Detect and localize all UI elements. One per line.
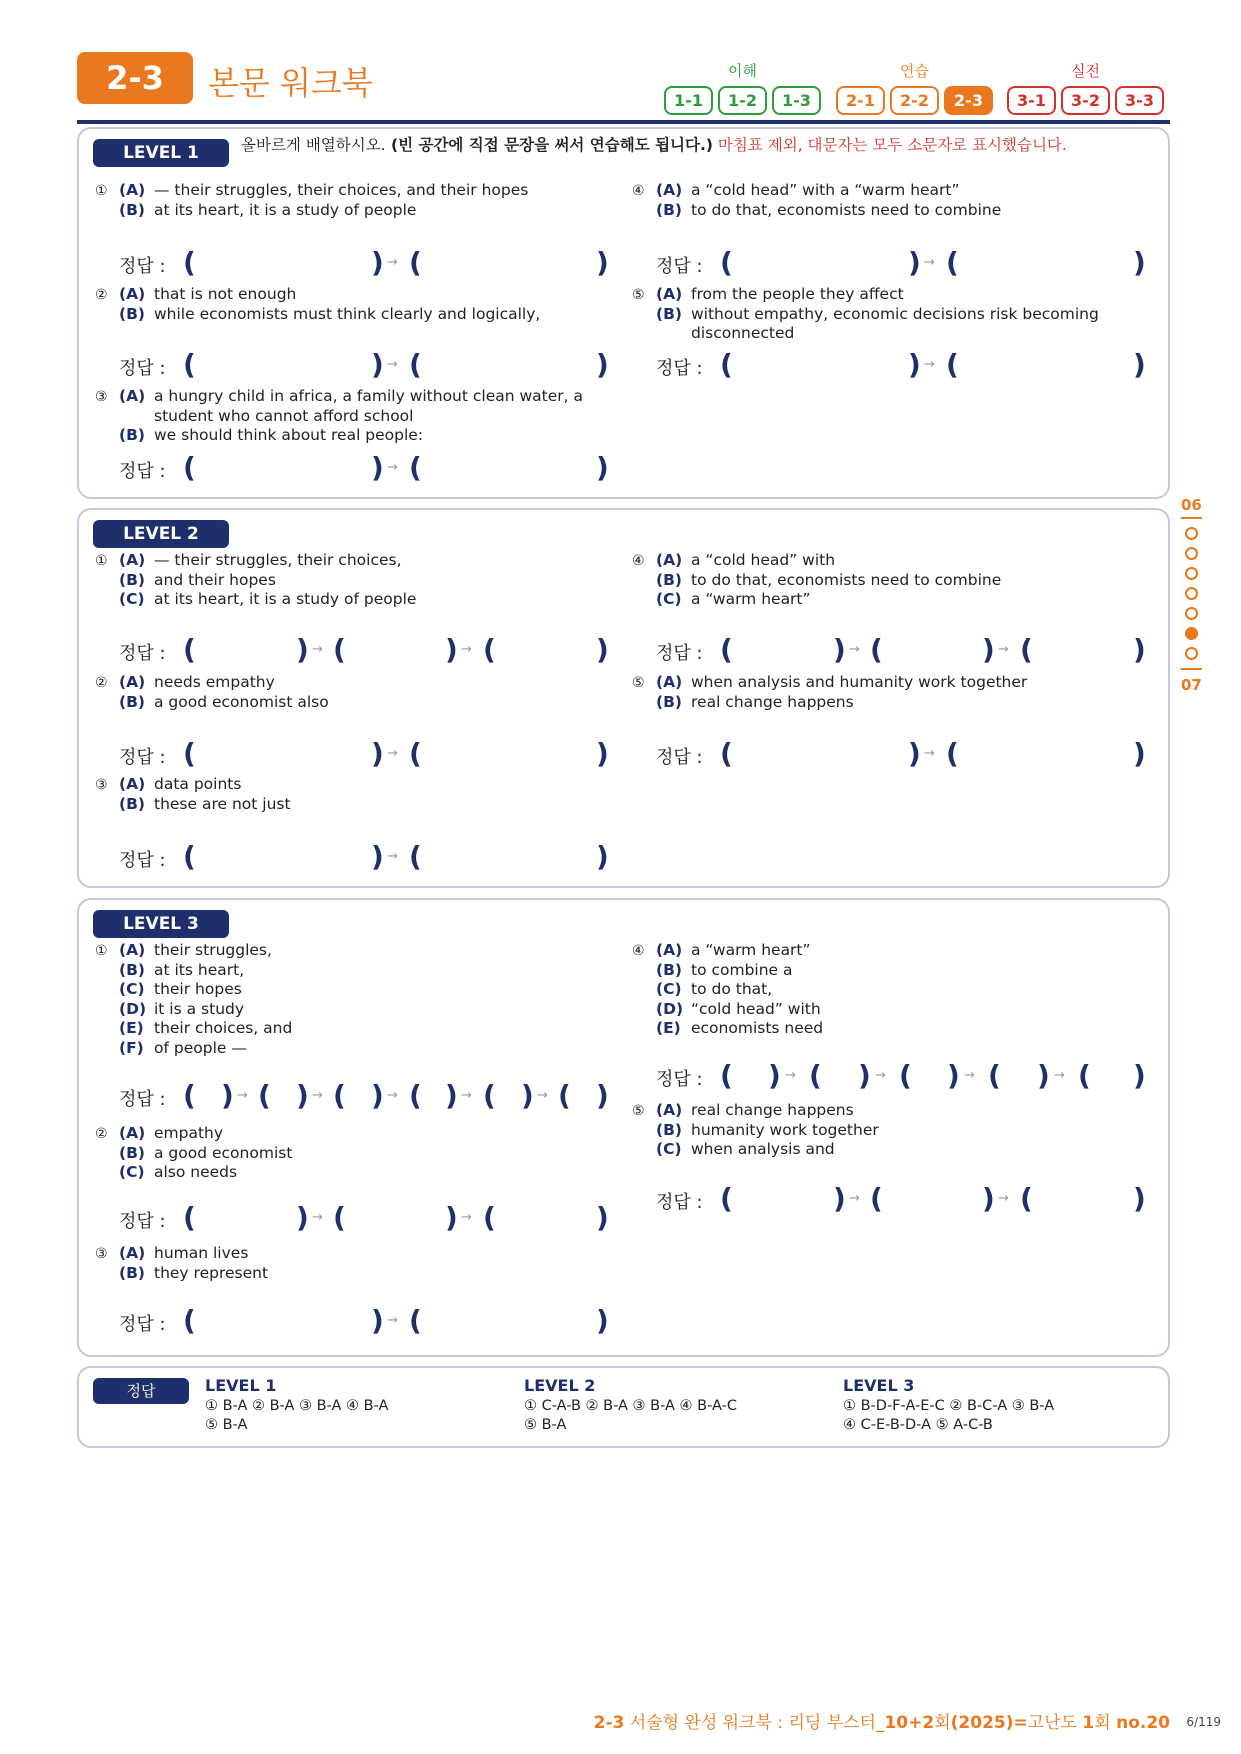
answer-row-l1-3[interactable]: 정답 : ( ) → ( ): [119, 451, 609, 484]
side-nav-dot[interactable]: [1185, 547, 1198, 560]
tab-1-2[interactable]: 1-2: [718, 86, 767, 115]
answer-row-l3-4[interactable]: 정답 : ( ) → ( ) → ( ) → ( ) → ( ): [656, 1059, 1146, 1092]
side-nav-rule-bottom: [1181, 668, 1202, 670]
answer-row-l2-2[interactable]: 정답 : ( ) → ( ): [119, 737, 609, 770]
answer-row-l3-1[interactable]: 정답 : ( ) → ( ) → ( ) → ( ) → ( ) → ( ): [119, 1079, 609, 1112]
question-l1-3: ③ (A) a hungry child in africa, a family without clean water, a student who cannot afford school (B) we should think about real people:: [95, 387, 584, 444]
side-nav-dot[interactable]: [1185, 647, 1198, 660]
question-l2-4: ④ (A) a “cold head” with (B) to do that, economists need to combine (C) a “warm heart”: [632, 551, 1002, 608]
level-badge: LEVEL 3: [93, 910, 229, 938]
answer-row-l1-4[interactable]: 정답 : ( ) → ( ): [656, 246, 1146, 279]
side-nav-dot[interactable]: [1185, 607, 1198, 620]
answer-row-l3-3[interactable]: 정답 : ( ) → ( ): [119, 1304, 609, 1337]
instruction: 올바르게 배열하시오. (빈 공간에 직접 문장을 써서 연습해도 됩니다.) 마침표 제외, 대문자는 모두 소문자로 표시했습니다.: [241, 136, 1067, 154]
header-divider: [77, 120, 1170, 124]
answer-key-level-3: LEVEL 3 ① B-D-F-A-E-C ② B-C-A ③ B-A ④ C-E-B-D-A ⑤ A-C-B: [843, 1376, 1055, 1433]
side-nav-dot-active[interactable]: [1185, 627, 1198, 640]
tab-3-1[interactable]: 3-1: [1007, 86, 1056, 115]
side-nav-page-start: 06: [1181, 496, 1202, 514]
tab-2-2[interactable]: 2-2: [890, 86, 939, 115]
question-l3-2: ② (A) empathy (B) a good economist (C) also needs: [95, 1124, 293, 1181]
question-l1-5: ⑤ (A) from the people they affect (B) without empathy, economic decisions risk becoming disconnected: [632, 285, 1099, 342]
question-l3-3: ③ (A) human lives (B) they represent: [95, 1244, 269, 1282]
question-l2-5: ⑤ (A) when analysis and humanity work together (B) real change happens: [632, 673, 1028, 711]
answer-row-l3-5[interactable]: 정답 : ( ) → ( ) → ( ): [656, 1182, 1146, 1215]
question-l2-1: ① (A) — their struggles, their choices, (B) and their hopes (C) at its heart, it is a study of people: [95, 551, 417, 608]
tab-1-1[interactable]: 1-1: [664, 86, 713, 115]
answer-key-section: [77, 1366, 1170, 1448]
tab-2-3[interactable]: 2-3: [944, 86, 993, 115]
group-label-understand: 이해: [728, 62, 757, 80]
answer-key-level-1: LEVEL 1 ① B-A ② B-A ③ B-A ④ B-A ⑤ B-A: [205, 1376, 389, 1433]
question-l3-5: ⑤ (A) real change happens (B) humanity work together (C) when analysis and: [632, 1101, 879, 1158]
answer-row-l3-2[interactable]: 정답 : ( ) → ( ) → ( ): [119, 1201, 609, 1234]
side-nav-dot[interactable]: [1185, 527, 1198, 540]
answer-row-l1-2[interactable]: 정답 : ( ) → ( ): [119, 348, 609, 381]
answer-row-l1-1[interactable]: 정답 : ( ) → ( ): [119, 246, 609, 279]
side-nav-page-end: 07: [1181, 676, 1202, 694]
footer-title: 2-3 서술형 완성 워크북 : 리딩 부스터_10+2회(2025)=고난도 1회 no.20: [593, 1713, 1170, 1733]
answer-key-level-2: LEVEL 2 ① C-A-B ② B-A ③ B-A ④ B-A-C ⑤ B-A: [524, 1376, 737, 1433]
question-l1-1: ① (A) — their struggles, their choices, and their hopes (B) at its heart, it is a study of people: [95, 181, 529, 219]
side-nav-dot[interactable]: [1185, 567, 1198, 580]
answer-row-l2-1[interactable]: 정답 : ( ) → ( ) → ( ): [119, 633, 609, 666]
group-label-real: 실전: [1071, 62, 1100, 80]
page-number: 6/119: [1186, 1715, 1221, 1729]
answer-row-l2-3[interactable]: 정답 : ( ) → ( ): [119, 840, 609, 873]
tab-2-1[interactable]: 2-1: [836, 86, 885, 115]
answer-row-l2-5[interactable]: 정답 : ( ) → ( ): [656, 737, 1146, 770]
unit-badge: 2-3: [77, 52, 193, 104]
level-badge: LEVEL 1: [93, 139, 229, 167]
side-nav-dot[interactable]: [1185, 587, 1198, 600]
level-badge: LEVEL 2: [93, 520, 229, 548]
answer-row-l1-5[interactable]: 정답 : ( ) → ( ): [656, 348, 1146, 381]
question-l3-4: ④ (A) a “warm heart” (B) to combine a (C) to do that, (D) “cold head” with (E) economists need: [632, 941, 824, 1037]
tab-1-3[interactable]: 1-3: [772, 86, 821, 115]
group-label-practice: 연습: [900, 62, 929, 80]
question-l1-2: ② (A) that is not enough (B) while economists must think clearly and logically,: [95, 285, 541, 323]
question-l1-4: ④ (A) a “cold head” with a “warm heart” (B) to do that, economists need to combine: [632, 181, 1002, 219]
question-l2-3: ③ (A) data points (B) these are not just: [95, 775, 291, 813]
page-title: 본문 워크북: [208, 64, 373, 102]
answer-row-l2-4[interactable]: 정답 : ( ) → ( ) → ( ): [656, 633, 1146, 666]
tab-3-3[interactable]: 3-3: [1115, 86, 1164, 115]
question-l2-2: ② (A) needs empathy (B) a good economist also: [95, 673, 329, 711]
question-l3-1: ① (A) their struggles, (B) at its heart, (C) their hopes (D) it is a study (E) their choices, and (F) of people —: [95, 941, 293, 1057]
tab-3-2[interactable]: 3-2: [1061, 86, 1110, 115]
answer-key-badge: 정답: [93, 1378, 189, 1404]
side-nav-rule-top: [1181, 517, 1202, 519]
